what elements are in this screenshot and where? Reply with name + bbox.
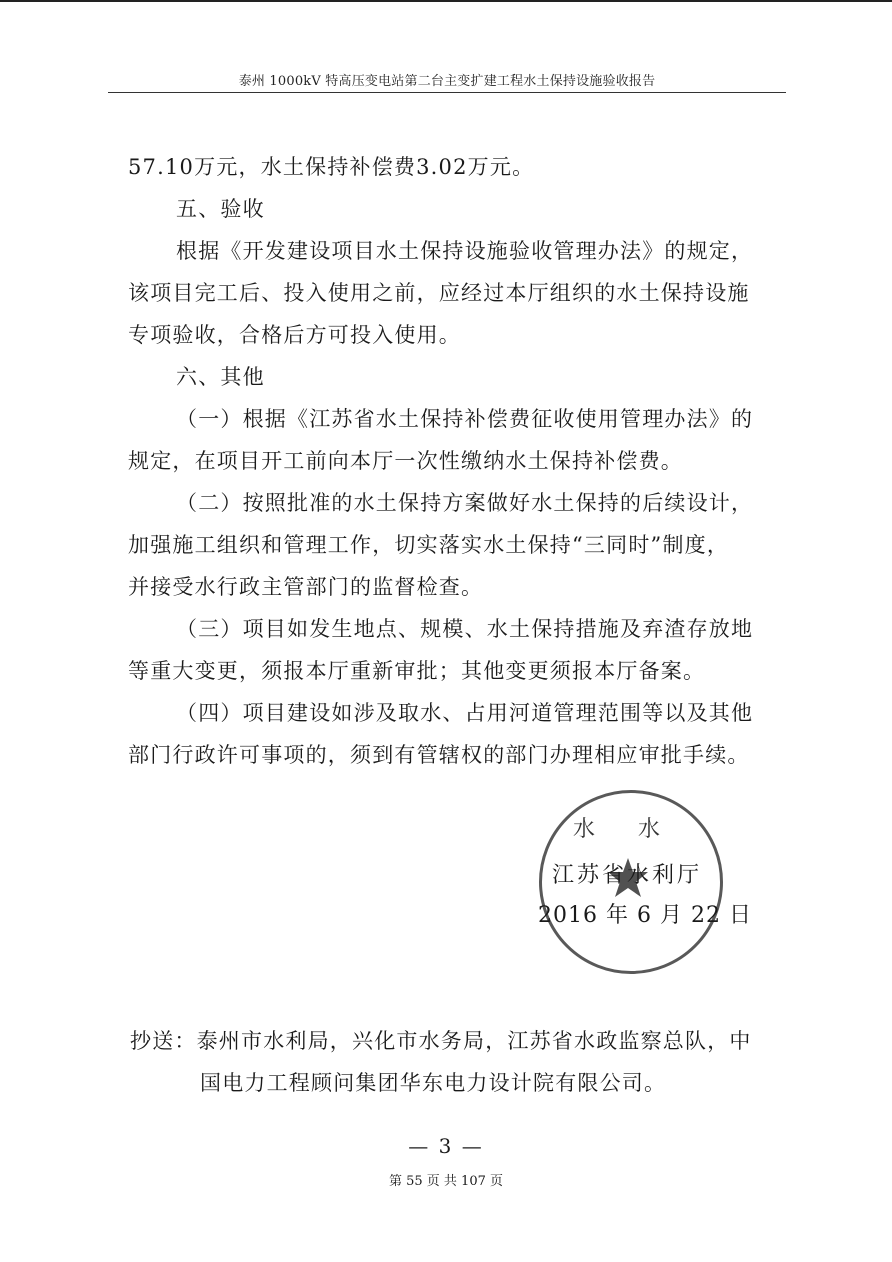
body-line: 根据《开发建设项目水土保持设施验收管理办法》的规定， <box>176 239 754 263</box>
body-line: 该项目完工后、投入使用之前，应经过本厅组织的水土保持设施 <box>128 281 750 305</box>
body-line: 等重大变更，须报本厅重新审批；其他变更须报本厅备案。 <box>128 659 706 683</box>
issue-date: 2016 年 6 月 22 日 <box>538 903 752 928</box>
body-line: 加强施工组织和管理工作，切实落实水土保持“三同时”制度， <box>128 533 730 557</box>
header-divider <box>108 92 786 93</box>
body-line: 并接受水行政主管部门的监督检查。 <box>128 575 484 599</box>
body-line: （二）按照批准的水土保持方案做好水土保持的后续设计， <box>176 491 754 515</box>
page-count: 第 55 页 共 107 页 <box>388 1174 504 1189</box>
body-line: （三）项目如发生地点、规模、水土保持措施及弃渣存放地 <box>176 617 754 641</box>
section-heading: 六、其他 <box>176 365 265 389</box>
body-line: 专项验收，合格后方可投入使用。 <box>128 323 461 347</box>
top-border <box>0 0 892 2</box>
cc-line-2: 国电力工程顾问集团华东电力设计院有限公司。 <box>200 1071 667 1095</box>
body-line: 部门行政许可事项的，须到有管辖权的部门办理相应审批手续。 <box>128 743 750 767</box>
section-heading: 五、验收 <box>176 197 265 221</box>
body-line: 规定，在项目开工前向本厅一次性缴纳水土保持补偿费。 <box>128 449 683 473</box>
body-line: 57.10万元，水土保持补偿费3.02万元。 <box>128 155 535 179</box>
cc-line-1: 抄送：泰州市水利局，兴化市水务局，江苏省水政监察总队，中 <box>130 1029 752 1053</box>
seal-top-text: 水 水 <box>573 817 678 842</box>
page-number: — 3 — <box>408 1134 484 1158</box>
body-line: （一）根据《江苏省水土保持补偿费征收使用管理办法》的 <box>176 407 754 431</box>
page-header: 泰州 1000kV 特高压变电站第二台主变扩建工程水土保持设施验收报告 <box>238 74 656 89</box>
issuing-organization: 江苏省水利厅 <box>552 863 703 888</box>
body-line: （四）项目建设如涉及取水、占用河道管理范围等以及其他 <box>176 701 754 725</box>
